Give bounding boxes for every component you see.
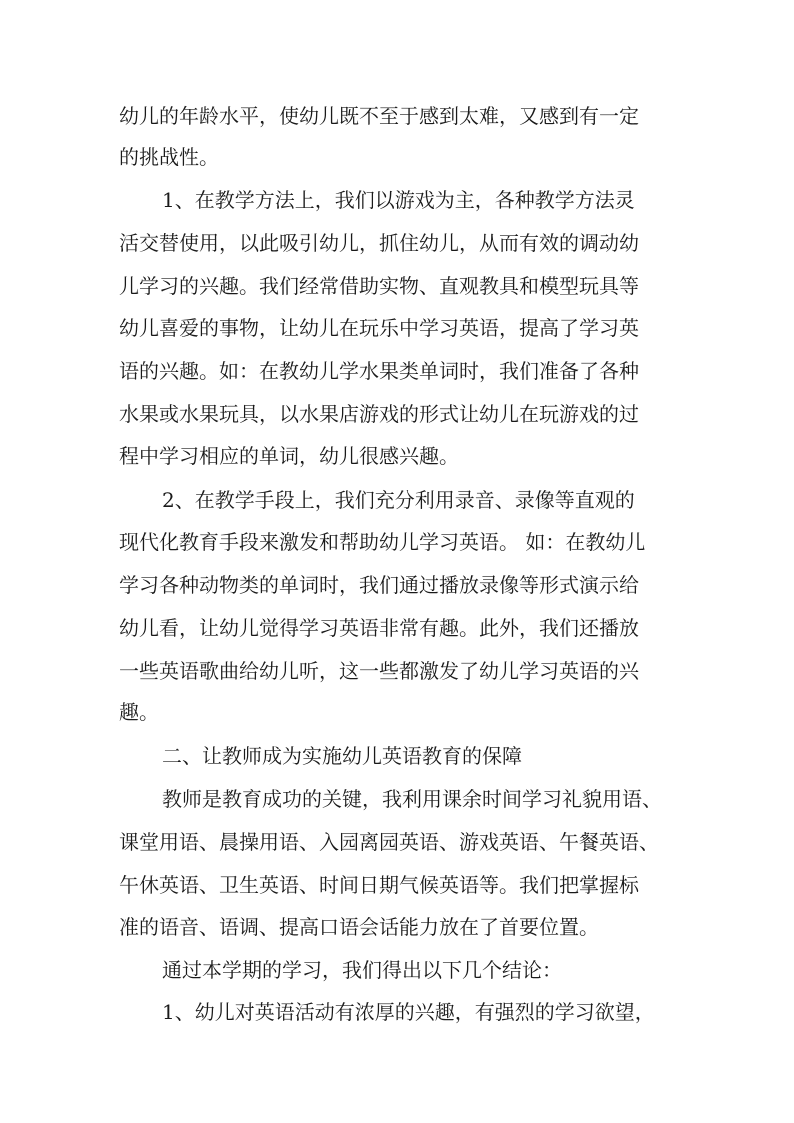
text-line: 幼儿喜爱的事物，让幼儿在玩乐中学习英语，提高了学习英 bbox=[119, 316, 639, 340]
text-line: 语的兴趣。如：在教幼儿学水果类单词时，我们准备了各种 bbox=[119, 359, 639, 383]
text-line: 1、幼儿对英语活动有浓厚的兴趣，有强烈的学习欲望， bbox=[162, 1000, 655, 1024]
text-line: 趣。 bbox=[119, 700, 159, 724]
text-line: 教师是教育成功的关键，我利用课余时间学习礼貌用语、 bbox=[162, 787, 662, 811]
section-heading: 二、让教师成为实施幼儿英语教育的保障 bbox=[162, 744, 522, 768]
text-line: 一些英语歌曲给幼儿听，这一些都激发了幼儿学习英语的兴 bbox=[119, 659, 639, 683]
text-line: 活交替使用，以此吸引幼儿，抓住幼儿，从而有效的调动幼 bbox=[119, 231, 639, 255]
text-line: 学习各种动物类的单词时，我们通过播放录像等形式演示给 bbox=[119, 573, 639, 597]
text-line: 2、在教学手段上，我们充分利用录音、录像等直观的 bbox=[162, 488, 635, 512]
text-line: 午休英语、卫生英语、时间日期气候英语等。我们把掌握标 bbox=[119, 873, 639, 897]
text-line: 现代化教育手段来激发和帮助幼儿学习英语。 如：在教幼儿 bbox=[119, 530, 646, 554]
text-line: 通过本学期的学习，我们得出以下几个结论： bbox=[162, 958, 562, 982]
text-line: 水果或水果玩具，以水果店游戏的形式让幼儿在玩游戏的过 bbox=[119, 402, 639, 426]
text-line: 课堂用语、晨操用语、入园离园英语、游戏英语、午餐英语、 bbox=[119, 830, 659, 854]
text-line: 幼儿看，让幼儿觉得学习英语非常有趣。此外，我们还播放 bbox=[119, 616, 639, 640]
text-line: 的挑战性。 bbox=[119, 145, 219, 169]
text-line: 准的语音、语调、提高口语会话能力放在了首要位置。 bbox=[119, 915, 599, 939]
text-line: 儿学习的兴趣。我们经常借助实物、直观教具和模型玩具等 bbox=[119, 274, 639, 298]
text-line: 1、在教学方法上，我们以游戏为主，各种教学方法灵 bbox=[162, 188, 635, 212]
text-line: 程中学习相应的单词，幼儿很感兴趣。 bbox=[119, 444, 459, 468]
text-line: 幼儿的年龄水平，使幼儿既不至于感到太难，又感到有一定 bbox=[119, 104, 639, 128]
